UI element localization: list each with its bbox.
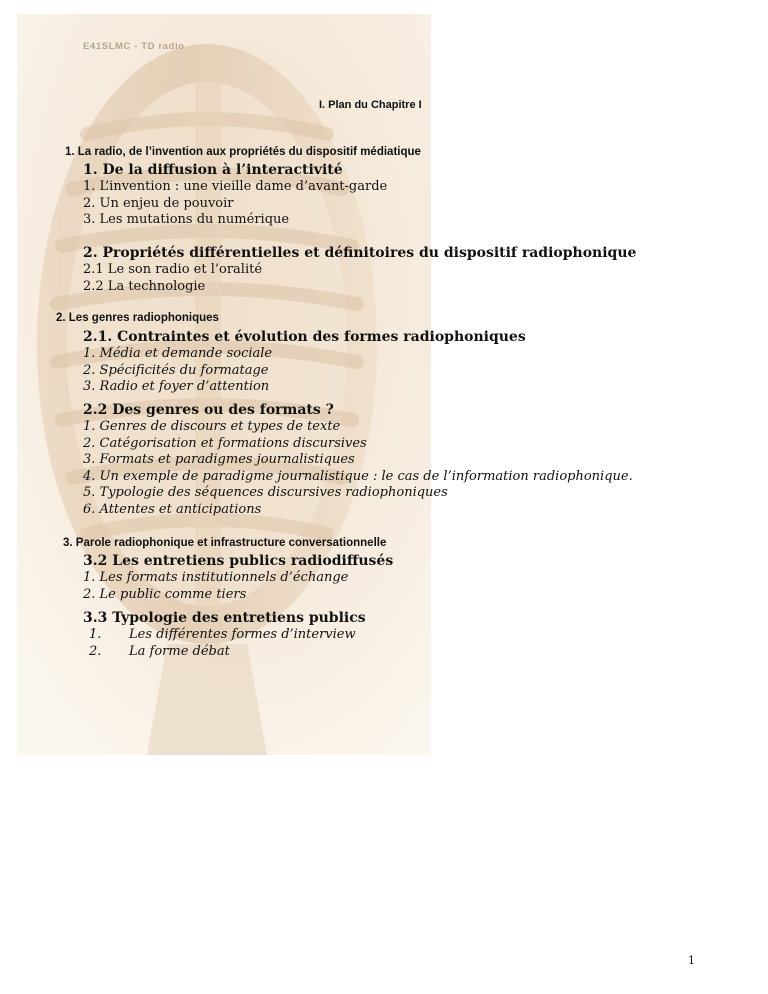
list-item: 1. Les formats institutionnels d’échange [83, 570, 349, 585]
section-1-2-title: 2. Propriétés différentielles et définitoires du dispositif radiophonique [83, 245, 637, 261]
part-1-title: 1. La radio, de l’invention aux propriétés du dispositif médiatique [65, 146, 421, 158]
section-2-2-list [83, 419, 633, 518]
list-item: 2.2 La technologie [83, 278, 206, 294]
list-item [83, 627, 356, 644]
list-item [83, 644, 356, 661]
list-item: 1. L’invention : une vieille dame d’avant-garde [83, 179, 388, 194]
list-item: 1. Genres de discours et types de texte [83, 419, 341, 434]
list-item: 2. Le public comme tiers [83, 586, 247, 602]
list-item: 2.1 Le son radio et l’oralité [83, 262, 263, 277]
list-item: 3. Les mutations du numérique [83, 212, 290, 227]
list-item-text: La forme débat [129, 643, 230, 659]
list-item-text: Les différentes formes d’interview [129, 627, 356, 642]
section-2-1-list [83, 346, 272, 396]
list-item: 5. Typologie des séquences discursives radiophoniques [83, 485, 448, 500]
page-title: I. Plan du Chapitre I [319, 99, 422, 111]
list-item: 3. Radio et foyer d’attention [83, 379, 270, 394]
section-3-3-title: 3.3 Typologie des entretiens publics [83, 610, 366, 626]
section-1-2-list [83, 262, 262, 295]
section-1-1-list [83, 179, 387, 229]
part-2-title: 2. Les genres radiophoniques [56, 312, 219, 324]
section-2-1-title: 2.1. Contraintes et évolution des formes radiophoniques [83, 329, 526, 345]
section-3-3-list [83, 627, 356, 660]
list-item: 4. Un exemple de paradigme journalistique : le cas de l’information radiophonique. [83, 468, 633, 484]
section-3-2-title: 3.2 Les entretiens publics radiodiffusés [83, 553, 394, 569]
section-3-2-list [83, 570, 348, 603]
section-2-2-title: 2.2 Des genres ou des formats ? [83, 402, 334, 418]
part-3-title: 3. Parole radiophonique et infrastructure conversationnelle [63, 537, 387, 549]
list-item: 3. Formats et paradigmes journalistiques [83, 452, 355, 467]
list-item: 2. Un enjeu de pouvoir [83, 195, 234, 211]
list-item: 2. Catégorisation et formations discursives [83, 435, 367, 451]
list-item: 6. Attentes et anticipations [83, 501, 262, 517]
header-label: E41SLMC - TD radio [83, 41, 185, 52]
section-1-1-title: 1. De la diffusion à l’interactivité [83, 162, 343, 178]
list-item-number: 2. [89, 643, 102, 659]
list-item: 1. Média et demande sociale [83, 346, 273, 361]
list-item: 2. Spécificités du formatage [83, 362, 269, 378]
list-item-number: 1. [89, 627, 102, 642]
page-number: 1 [688, 954, 695, 967]
